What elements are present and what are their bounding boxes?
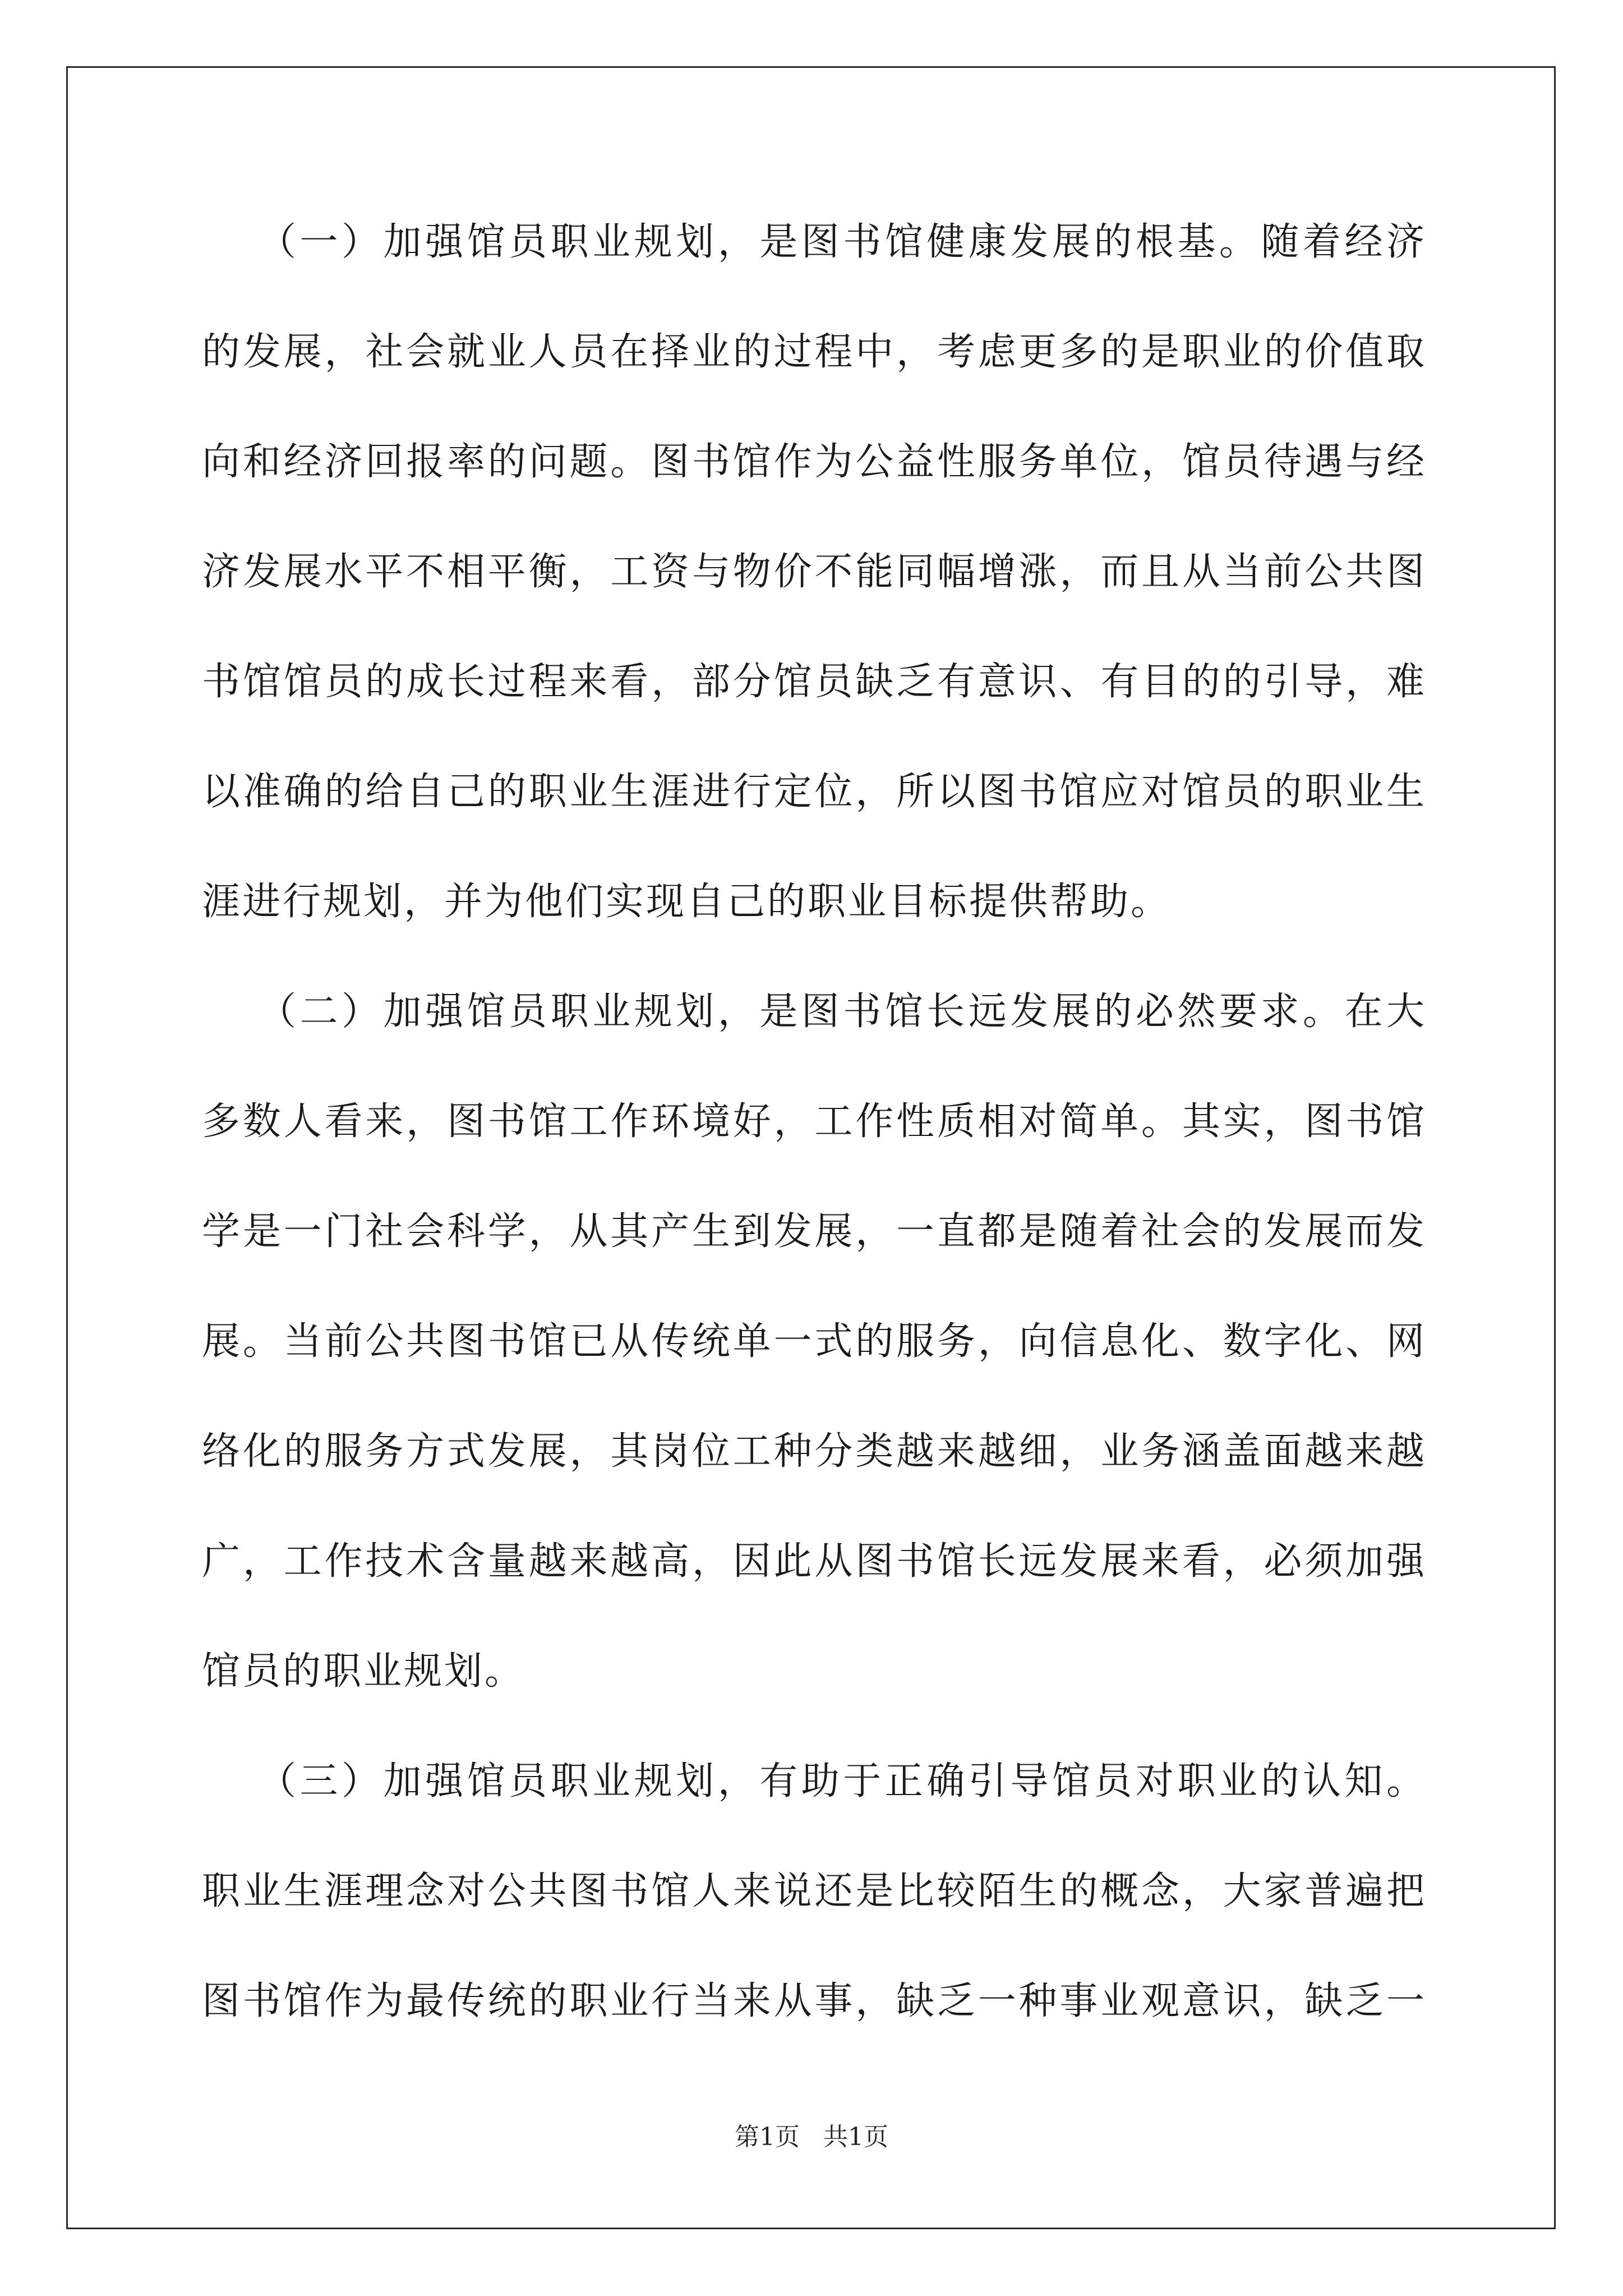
text-line: 广，工作技术含量越来越高，因此从图书馆长远发展来看，必须加强 (202, 1539, 1424, 1584)
text-line: 职业生涯理念对公共图书馆人来说还是比较陌生的概念，大家普遍把 (202, 1869, 1424, 1913)
text-line: 馆员的职业规划。 (202, 1649, 525, 1694)
text-line: （一）加强馆员职业规划，是图书馆健康发展的根基。随着经济 (258, 220, 1424, 264)
text-line: 以准确的给自己的职业生涯进行定位，所以图书馆应对馆员的职业生 (202, 770, 1424, 814)
text-line: 济发展水平不相平衡，工资与物价不能同幅增涨，而且从当前公共图 (202, 550, 1424, 594)
text-line: 学是一门社会科学，从其产生到发展，一直都是随着社会的发展而发 (202, 1209, 1424, 1254)
text-line: 络化的服务方式发展，其岗位工种分类越来越细，业务涵盖面越来越 (202, 1429, 1424, 1474)
text-line: （三）加强馆员职业规划，有助于正确引导馆员对职业的认知。 (258, 1759, 1424, 1803)
text-line: 图书馆作为最传统的职业行当来从事，缺乏一种事业观意识，缺乏一 (202, 1979, 1424, 2023)
text-line: 书馆馆员的成长过程来看，部分馆员缺乏有意识、有目的的引导，难 (202, 660, 1424, 704)
text-line: 的发展，社会就业人员在择业的过程中，考虑更多的是职业的价值取 (202, 330, 1424, 374)
text-line: 向和经济回报率的问题。图书馆作为公益性服务单位，馆员待遇与经 (202, 440, 1424, 484)
text-line: 涯进行规划，并为他们实现自己的职业目标提供帮助。 (202, 880, 1172, 924)
text-line: （二）加强馆员职业规划，是图书馆长远发展的必然要求。在大 (258, 990, 1424, 1034)
text-line: 多数人看来，图书馆工作环境好，工作性质相对简单。其实，图书馆 (202, 1099, 1424, 1144)
page-number: 第1页 (735, 2123, 800, 2151)
text-line: 展。当前公共图书馆已从传统单一式的服务，向信息化、数字化、网 (202, 1319, 1424, 1364)
page-total: 共1页 (823, 2123, 888, 2151)
page-footer (0, 2120, 1623, 2154)
